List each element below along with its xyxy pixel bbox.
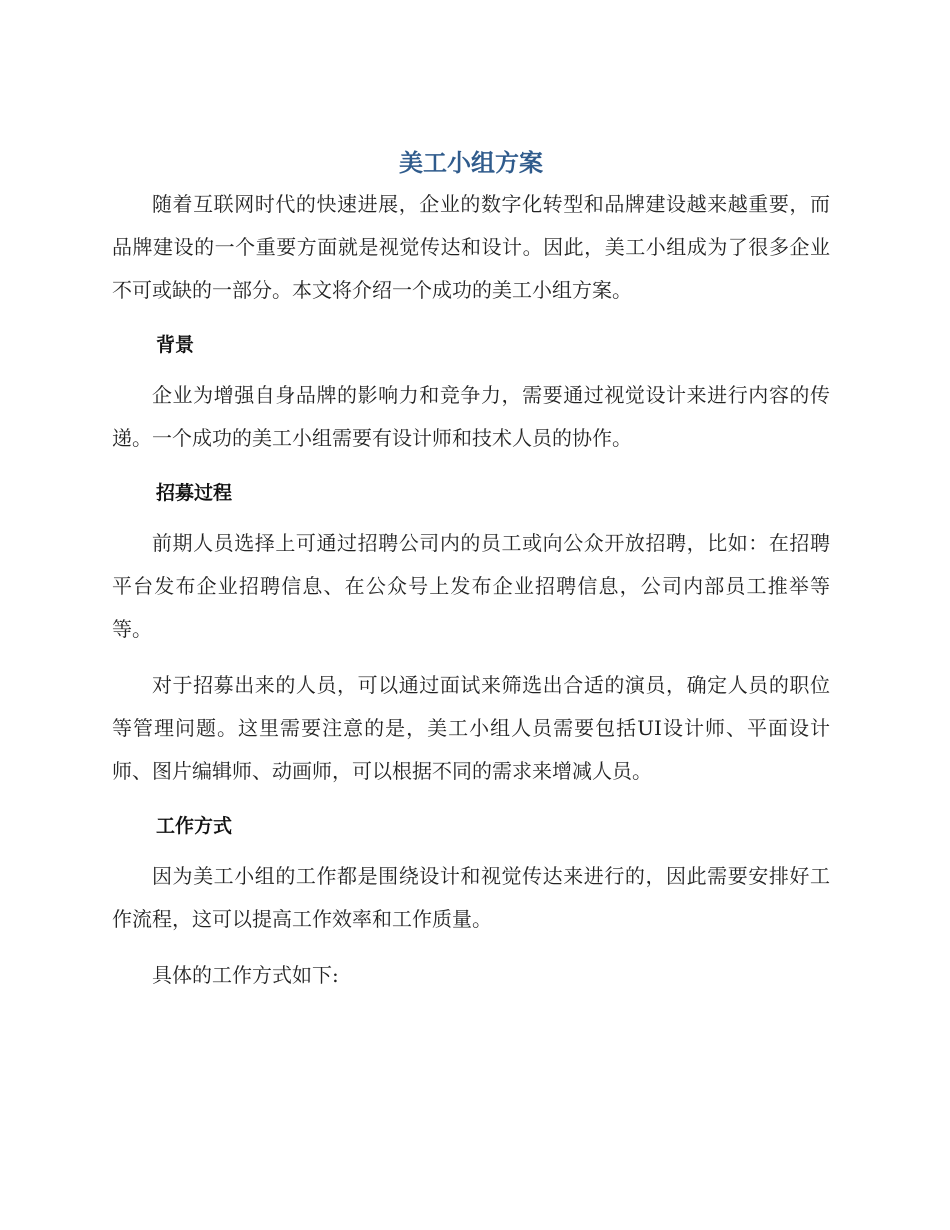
section-heading-work-method: 工作方式: [156, 815, 233, 837]
recruitment-paragraph-2: 对于招募出来的人员，可以通过面试来筛选出合适的演员，确定人员的职位等管理问题。这里需要注意的是，美工小组人员需要包括UI设计师、平面设计师、图片编辑师、动画师，可以根据不同的需求来增减人员。: [112, 673, 830, 783]
recruitment-paragraph-1: 前期人员选择上可通过招聘公司内的员工或向公众开放招聘，比如：在招聘平台发布企业招聘信息、在公众号上发布企业招聘信息，公司内部员工推举等等。: [112, 531, 830, 641]
document-title: 美工小组方案: [399, 149, 543, 177]
intro-paragraph: 随着互联网时代的快速进展，企业的数字化转型和品牌建设越来越重要，而品牌建设的一个重要方面就是视觉传达和设计。因此，美工小组成为了很多企业不可或缺的一部分。本文将介绍一个成功的美工小组方案。: [112, 192, 830, 302]
section-heading-recruitment: 招募过程: [156, 482, 233, 504]
background-paragraph: 企业为增强自身品牌的影响力和竞争力，需要通过视觉设计来进行内容的传递。一个成功的美工小组需要有设计师和技术人员的协作。: [112, 383, 830, 450]
section-heading-background: 背景: [156, 334, 195, 356]
work-method-paragraph-1: 因为美工小组的工作都是围绕设计和视觉传达来进行的，因此需要安排好工作流程，这可以提高工作效率和工作质量。: [112, 864, 830, 931]
work-method-paragraph-2: 具体的工作方式如下:: [152, 963, 339, 987]
document-body: [112, 143, 830, 1010]
